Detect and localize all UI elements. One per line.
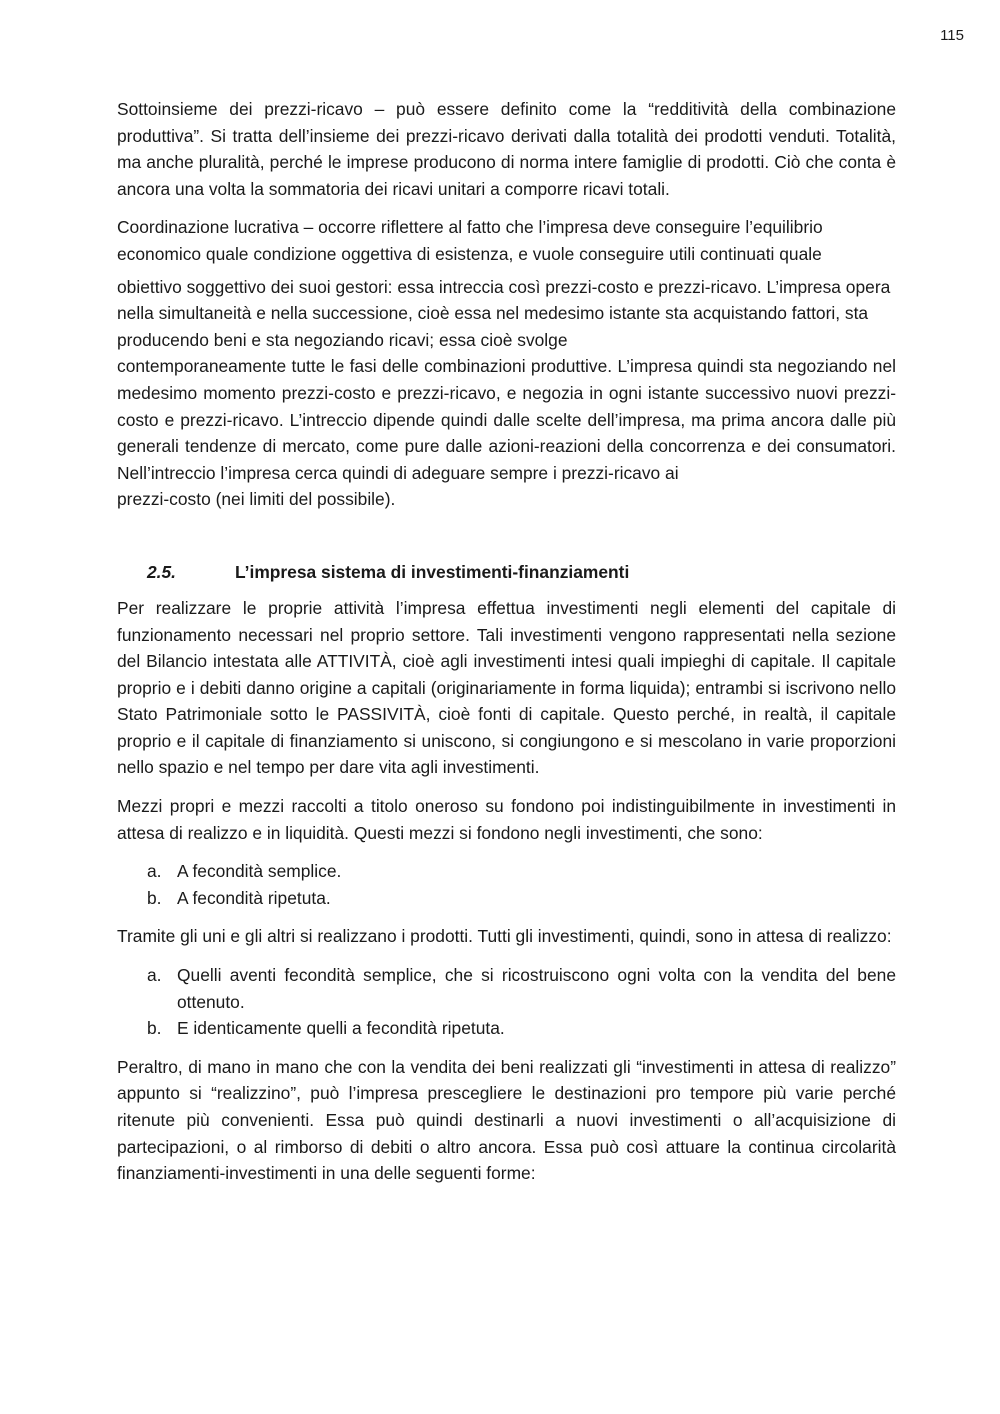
paragraph-obiettivo-soggettivo: obiettivo soggettivo dei suoi gestori: essa intreccia così prezzi-costo e prezzi-ricavo. L’impresa opera nella simultaneità e nella successione, cioè essa nel medesimo istante sta acquistando fattori, sta producendo beni e sta negoziando ricavi; essa cioè svolge (117, 276, 891, 350)
list-realizzo (117, 962, 896, 1042)
paragraph-prezzi-costo: prezzi-costo (nei limiti del possibile). (117, 489, 396, 510)
section-title: L’impresa sistema di investimenti-finanziamenti (235, 561, 630, 582)
list-item-text: A fecondità ripetuta. (177, 887, 331, 908)
list-item-text: A fecondità semplice. (177, 861, 342, 882)
paragraph-tramite: Tramite gli uni e gli altri si realizzano i prodotti. Tutti gli investimenti, quindi, sono in attesa di realizzo: (117, 926, 892, 947)
document-body (117, 96, 896, 1187)
paragraph-coordinazione-lucrativa: Coordinazione lucrativa – occorre riflettere al fatto che l’impresa deve conseguire l’equilibrio economico quale condizione oggettiva di esistenza, e vuole conseguire utili continuati quale (117, 217, 823, 264)
list-item-text: Quelli aventi fecondità semplice, che si ricostruiscono ogni volta con la vendita del bene ottenuto. (177, 965, 896, 1012)
paragraph-contemporaneamente: contemporaneamente tutte le fasi delle combinazioni produttive. L’impresa quindi sta negoziando nel medesimo momento prezzi-costo e prezzi-ricavo, e negozia in ogni istante successivo nuovi prezzi-costo e prezzi-ricavo. L’intreccio dipende quindi dalle scelte dell’impresa, ma prima ancora dalle più generali tendenze di mercato, come pure dalle azioni-reazioni della concorrenza e dei consumatori. Nell’intreccio l’impresa cerca quindi di adeguare sempre i prezzi-ricavo ai (117, 356, 896, 483)
paragraph-prezzi-ricavo: Sottoinsieme dei prezzi-ricavo – può essere definito come la “redditività della combinazione produttiva”. Si tratta dell’insieme dei prezzi-ricavo derivati dalla totalità dei prodotti venduti. Totalità, ma anche pluralità, perché le imprese producono di norma intere famiglie di prodotti. Ciò che conta è ancora una volta la sommatoria dei ricavi unitari a comporre ricavi totali. (117, 99, 896, 199)
list-item (117, 1015, 896, 1042)
paragraph-mezzi-propri: Mezzi propri e mezzi raccolti a titolo oneroso su fondono poi indistinguibilmente in investimenti in attesa di realizzo e in liquidità. Questi mezzi si fondono negli investimenti, che sono: (117, 796, 896, 843)
list-marker: b. (147, 887, 162, 908)
list-item (117, 962, 896, 1015)
list-item (117, 885, 896, 912)
list-marker: a. (147, 861, 162, 882)
list-item-text: E identicamente quelli a fecondità ripetuta. (177, 1018, 505, 1039)
list-item (117, 858, 896, 885)
section-number: 2.5. (147, 561, 177, 582)
list-fecondita (117, 858, 896, 911)
section-heading (117, 559, 896, 589)
paragraph-peraltro: Peraltro, di mano in mano che con la vendita dei beni realizzati gli “investimenti in attesa di realizzo” appunto si “realizzino”, può l’impresa prescegliere le destinazioni pro tempore più varie perché ritenute più convenienti. Essa può quindi destinarli a nuovi investimenti o all’acquisizione di partecipazioni, o al rimborso di debiti o altro ancora. Essa può così attuare la continua circolarità finanziamenti-investimenti in una delle seguenti forme: (117, 1056, 896, 1184)
paragraph-investimenti: Per realizzare le proprie attività l’impresa effettua investimenti negli elementi del capitale di funzionamento necessari nel proprio settore. Tali investimenti vengono rappresentati nella sezione del Bilancio intestata alle ATTIVITÀ, cioè agli investimenti intesi quali impieghi di capitale. Il capitale proprio e i debiti danno origine a capitali (originariamente in forma liquida); entrambi si iscrivono nello Stato Patrimoniale sotto le PASSIVITÀ, cioè fonti di capitale. Questo perché, in realtà, il capitale proprio e il capitale di finanziamento si uniscono, si congiungono e si mescolano in varie proporzioni nello spazio e nel tempo per dare vita agli investimenti. (117, 597, 896, 778)
list-marker: a. (147, 965, 162, 986)
list-marker: b. (147, 1018, 162, 1039)
page-number: 115 (940, 27, 964, 44)
